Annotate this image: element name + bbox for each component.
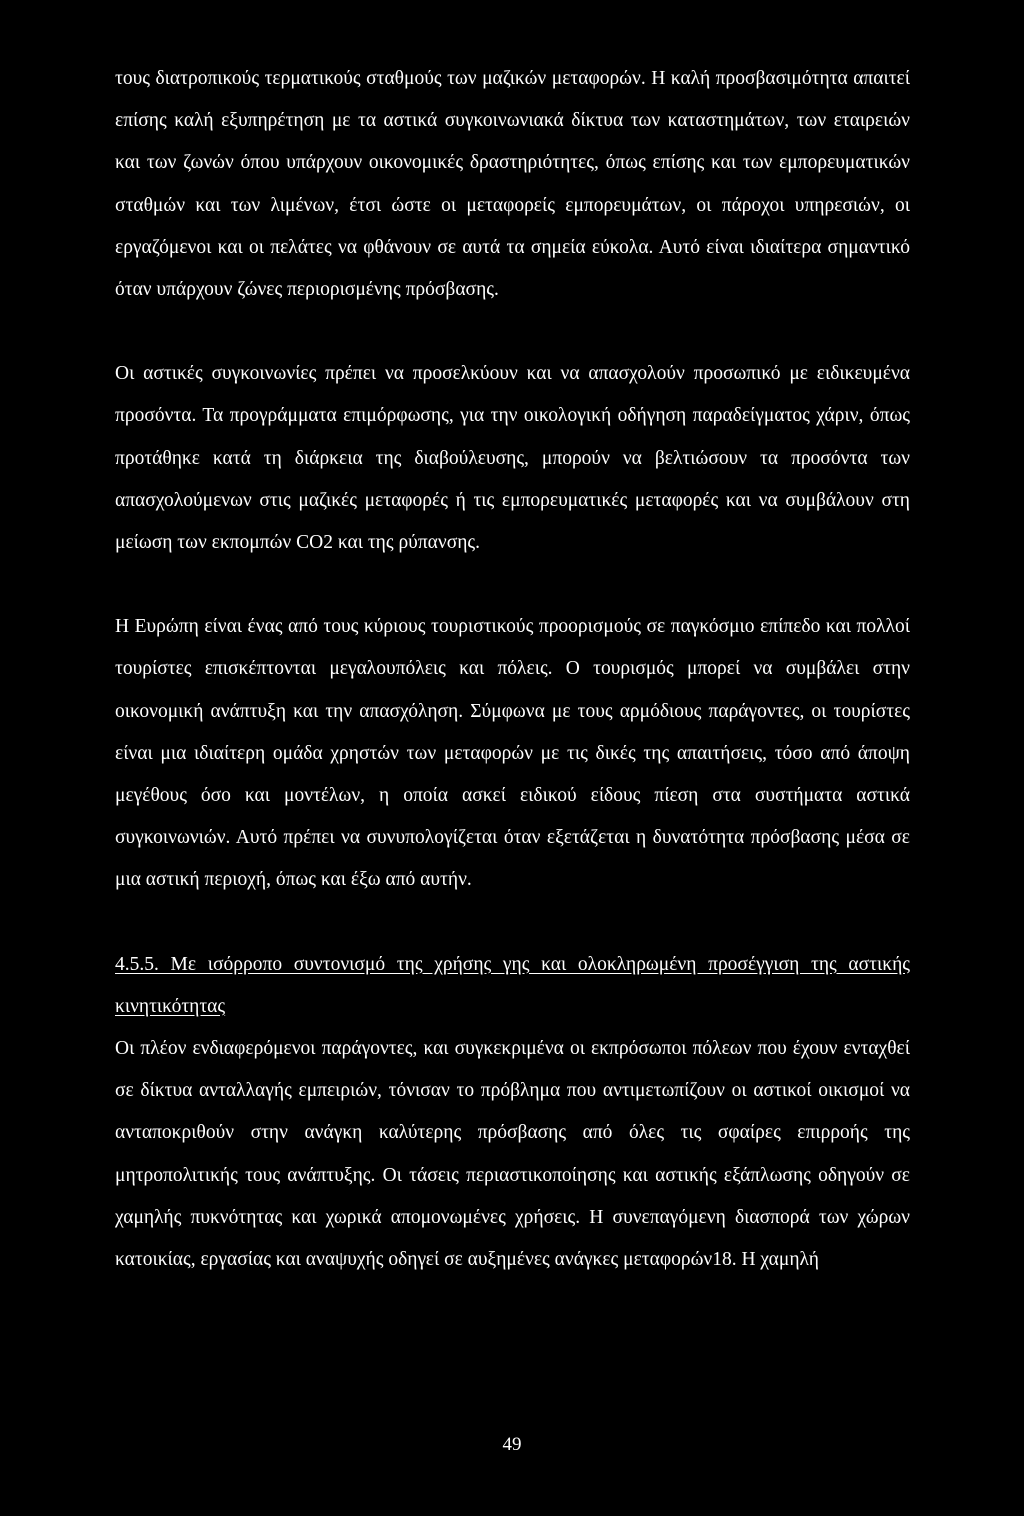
section-heading: 4.5.5. Με ισόρροπο συντονισμό της χρήσης γης και ολοκληρωμένη προσέγγιση της αστικής κινητικότητας <box>115 953 910 1017</box>
paragraph-spacer <box>115 902 910 944</box>
paragraph-tourism: Η Ευρώπη είναι ένας από τους κύριους τουριστικούς προορισμούς σε παγκόσμιο επίπεδο και πολλοί τουρίστες επισκέπτονται μεγαλουπόλεις και πόλεις. Ο τουρισμός μπορεί να συμβάλει στην οικονομική ανάπτυξη και την απασχόληση. Σύμφωνα με τους αρμόδιους παράγοντες, οι τουρίστες είναι μια ιδιαίτερη ομάδα χρηστών των μεταφορών με τις δικές της απαιτήσεις, τόσο από άποψη μεγέθους όσο και μοντέλων, η οποία ασκεί ειδικού είδους πίεση στα συστήματα αστικά συγκοινωνιών. Αυτό πρέπει να συνυπολογίζεται όταν εξετάζεται η δυνατότητα πρόσβασης μέσα σε μια αστική περιοχή, όπως και έξω από αυτήν. <box>115 616 910 891</box>
paragraph-spacer <box>115 564 910 606</box>
document-page <box>115 58 910 1281</box>
section-body: Οι πλέον ενδιαφερόμενοι παράγοντες, και συγκεκριμένα οι εκπρόσωποι πόλεων που έχουν ενταχθεί σε δίκτυα ανταλλαγής εμπειριών, τόνισαν το πρόβλημα που αντιμετωπίζουν οι αστικοί οικισμοί να ανταποκριθούν στην ανάγκη καλύτερης πρόσβασης από όλες τις σφαίρες επιρροής της μητροπολιτικής τους ανάπτυξης. Οι τάσεις περιαστικοποίησης και αστικής εξάπλωσης οδηγούν σε χαμηλής πυκνότητας και χωρικά απομονωμένες χρήσεις. Η συνεπαγόμενη διασπορά των χώρων κατοικίας, εργασίας και αναψυχής οδηγεί σε αυξημένες ανάγκες μεταφορών18. Η χαμηλή <box>115 1038 910 1271</box>
paragraph-staff-training: Οι αστικές συγκοινωνίες πρέπει να προσελκύουν και να απασχολούν προσωπικό με ειδικευμένα προσόντα. Τα προγράμματα επιμόρφωσης, για την οικολογική οδήγηση παραδείγματος χάριν, όπως προτάθηκε κατά τη διάρκεια της διαβούλευσης, μπορούν να βελτιώσουν τα προσόντα των απασχολούμενων στις μαζικές μεταφορές ή τις εμπορευματικές μεταφορές και να συμβάλουν στη μείωση των εκπομπών CO2 και της ρύπανσης. <box>115 363 910 554</box>
page-number: 49 <box>502 1434 522 1455</box>
paragraph-accessibility: τους διατροπικούς τερματικούς σταθμούς των μαζικών μεταφορών. Η καλή προσβασιμότητα απαιτεί επίσης καλή εξυπηρέτηση με τα αστικά συγκοινωνιακά δίκτυα των καταστημάτων, των εταιρειών και των ζωνών όπου υπάρχουν οικονομικές δραστηριότητες, όπως επίσης και των εμπορευματικών σταθμών και των λιμένων, έτσι ώστε οι μεταφορείς εμπορευμάτων, οι πάροχοι υπηρεσιών, οι εργαζόμενοι και οι πελάτες να φθάνουν σε αυτά τα σημεία εύκολα. Αυτό είναι ιδιαίτερα σημαντικό όταν υπάρχουν ζώνες περιορισμένης πρόσβασης. <box>115 68 910 301</box>
paragraph-spacer <box>115 311 910 353</box>
